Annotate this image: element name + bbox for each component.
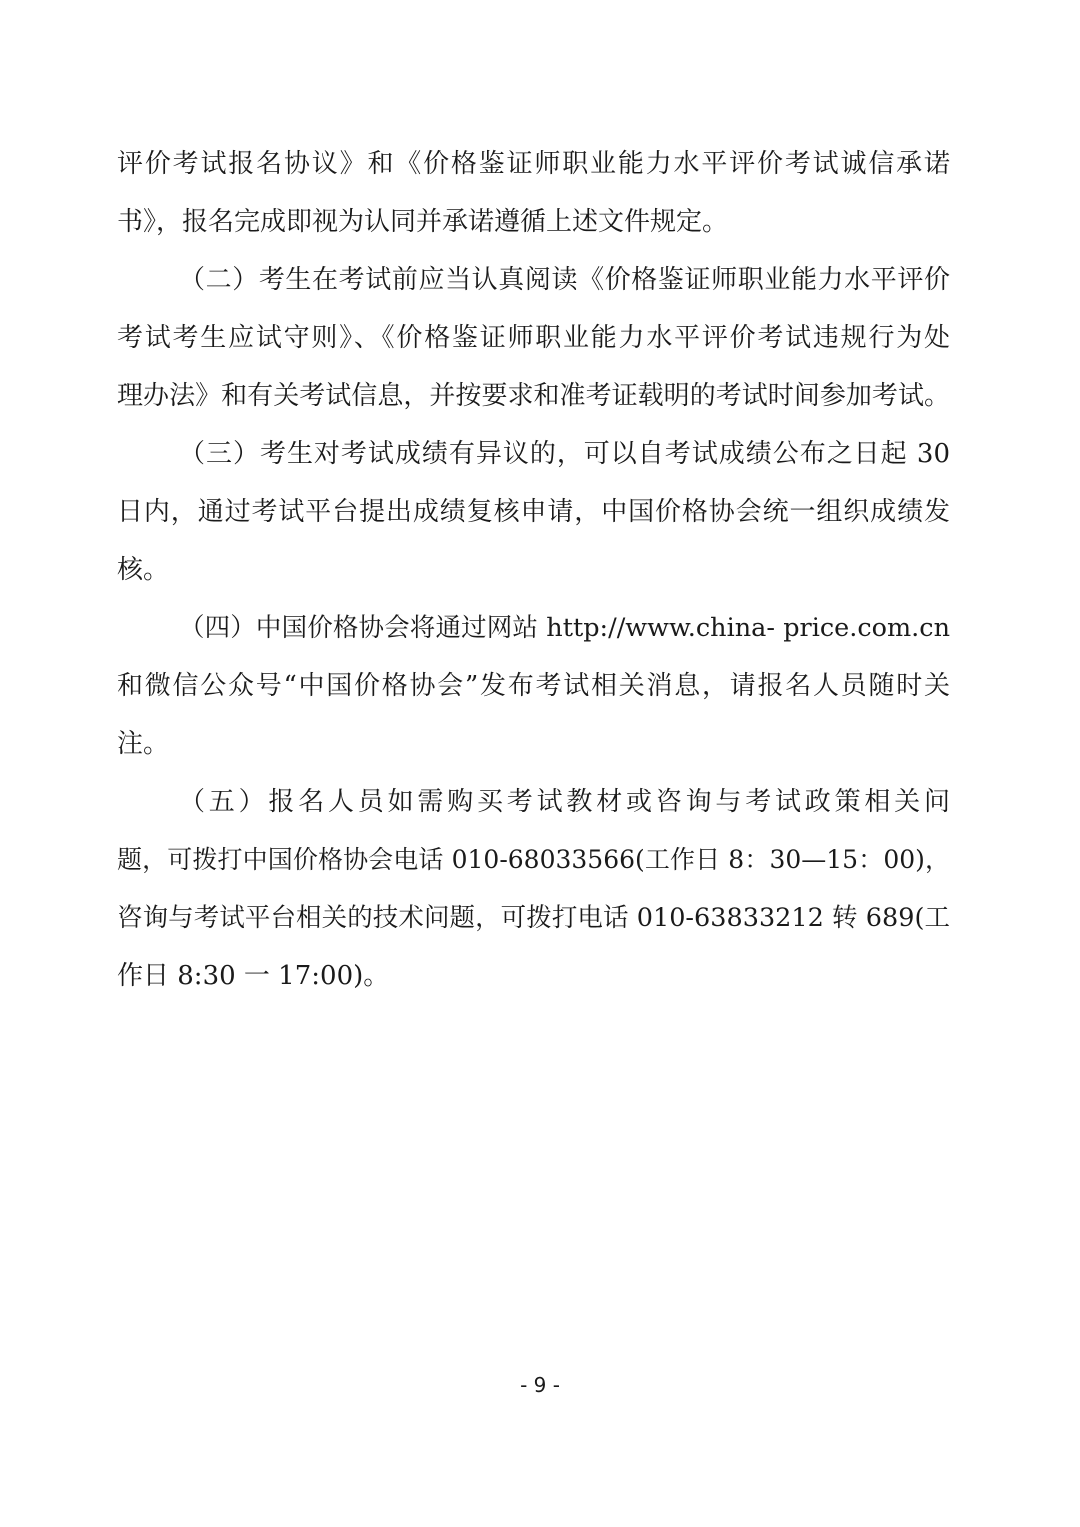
text-line: 评价考试报名协议》和《价格鉴证师职业能力水平评价考试诚信承诺 (117, 149, 950, 179)
paragraph-start-line: （二）考生在考试前应当认真阅读《价格鉴证师职业能力水平评价 (179, 265, 950, 295)
paragraph-start-line: （三）考生对考试成绩有异议的，可以自考试成绩公布之日起 30 (179, 439, 950, 469)
document-body (117, 140, 950, 1010)
text-line: 日内，通过考试平台提出成绩复核申请，中国价格协会统一组织成绩发 (117, 497, 950, 527)
page-number: - 9 - (520, 1373, 560, 1397)
paragraph-start-line: （五）报名人员如需购买考试教材或咨询与考试政策相关问 (179, 787, 950, 817)
paragraph-start-line: （四）中国价格协会将通过网站 http://www.china- price.com.cn (179, 613, 950, 643)
text-line: 核。 (117, 555, 170, 585)
text-line: 和微信公众号“中国价格协会”发布考试相关消息，请报名人员随时关 (117, 671, 950, 701)
text-line: 书》，报名完成即视为认同并承诺遵循上述文件规定。 (117, 207, 729, 237)
text-line: 理办法》和有关考试信息，并按要求和准考证载明的考试时间参加考试。 (117, 381, 950, 411)
text-line: 咨询与考试平台相关的技术问题，可拨打电话 010-63833212 转 689(工 (117, 903, 950, 933)
text-line: 注。 (117, 729, 170, 759)
text-line: 考试考生应试守则》、《价格鉴证师职业能力水平评价考试违规行为处 (117, 323, 950, 353)
text-line: 作日 8:30 一 17:00)。 (117, 961, 390, 991)
text-line: 题，可拨打中国价格协会电话 010-68033566(工作日 8：30—15：00)， (117, 845, 950, 874)
